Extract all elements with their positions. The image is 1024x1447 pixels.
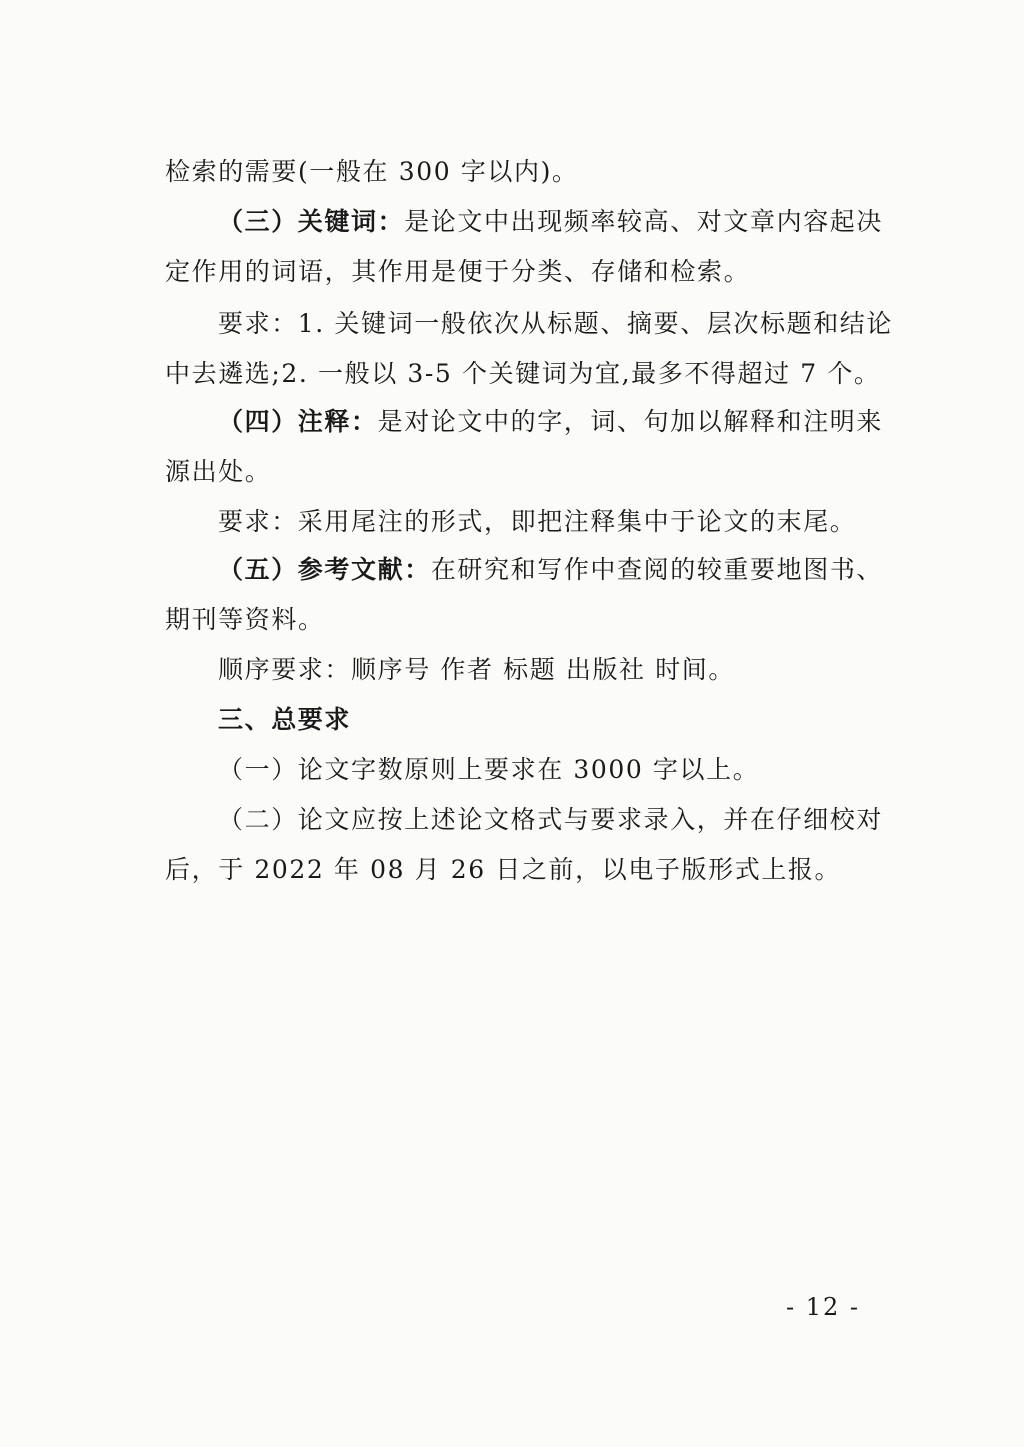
general-requirement-1: （一）论文字数原则上要求在 3000 字以上。 xyxy=(218,755,760,784)
notes-definition-line2: 源出处。 xyxy=(165,457,272,486)
keywords-label: （三）关键词： xyxy=(218,207,405,236)
keywords-definition-line1: 是论文中出现频率较高、对文章内容起决 xyxy=(404,207,884,236)
references-definition-line1: 在研究和写作中查阅的较重要地图书、 xyxy=(430,555,884,584)
notes-label: （四）注释： xyxy=(218,407,378,436)
section-heading-general-requirements: 三、总要求 xyxy=(218,705,352,734)
keywords-requirement-line2: 中去遴选;2. 一般以 3-5 个关键词为宜,最多不得超过 7 个。 xyxy=(165,359,881,388)
references-definition-line2: 期刊等资料。 xyxy=(165,605,325,634)
paragraph-keywords xyxy=(218,205,883,239)
paragraph-references xyxy=(218,553,883,587)
references-label: （五）参考文献： xyxy=(218,555,431,584)
general-requirement-2-line2: 后，于 2022 年 08 月 26 日之前，以电子版形式上报。 xyxy=(165,855,842,884)
paragraph-abstract-end: 检索的需要(一般在 300 字以内)。 xyxy=(165,157,579,186)
keywords-definition-line2: 定作用的词语，其作用是便于分类、存储和检索。 xyxy=(165,257,751,286)
general-requirement-2-line1: （二）论文应按上述论文格式与要求录入，并在仔细校对 xyxy=(218,805,884,834)
paragraph-notes xyxy=(218,405,883,439)
page-number: - 12 - xyxy=(786,1293,861,1321)
notes-requirement: 要求：采用尾注的形式，即把注释集中于论文的末尾。 xyxy=(218,507,857,536)
references-order-requirement: 顺序要求：顺序号 作者 标题 出版社 时间。 xyxy=(218,655,735,684)
keywords-requirement-line1: 要求：1. 关键词一般依次从标题、摘要、层次标题和结论 xyxy=(218,309,894,338)
notes-definition-line1: 是对论文中的字，词、句加以解释和注明来 xyxy=(377,407,884,436)
